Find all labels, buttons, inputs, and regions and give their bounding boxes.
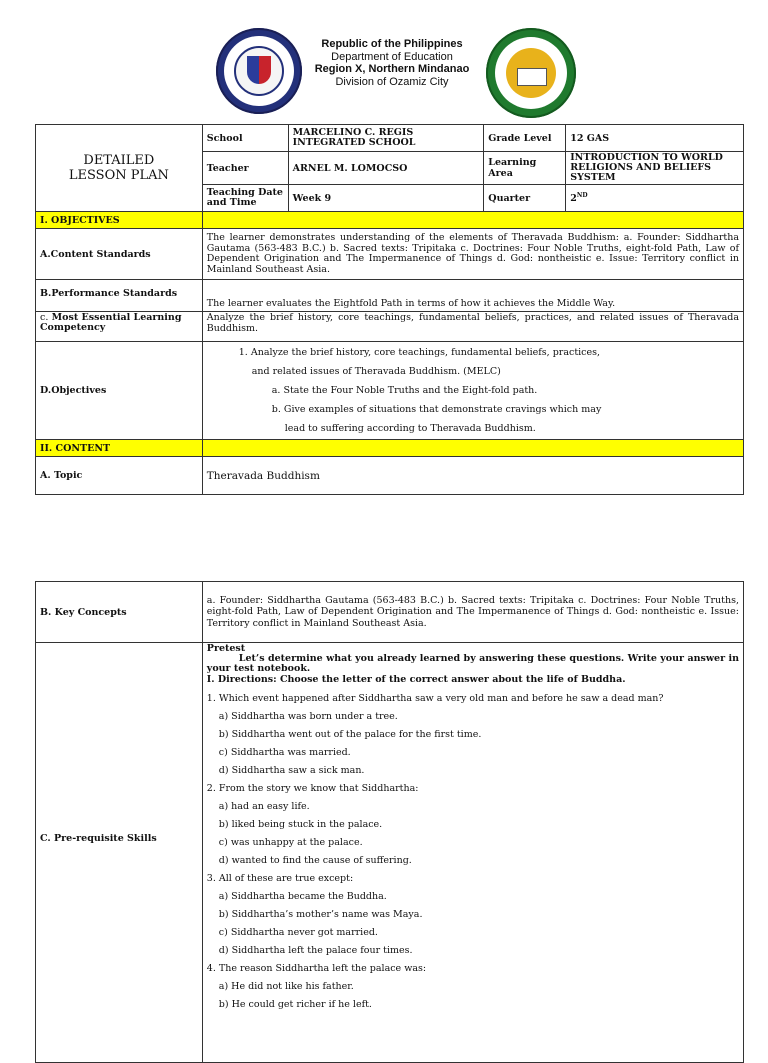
content-heading-fill (202, 440, 743, 457)
pretest-line: 3. All of these are true except: (206, 873, 354, 884)
melc-label (36, 312, 203, 342)
melc-label-text: Most Essential Learning Competency (40, 312, 182, 333)
prerequisite-skills-label: C. Pre-requisite Skills (36, 643, 203, 1063)
dlp-title-text: DETAILED LESSON PLAN (68, 153, 169, 183)
pretest-line: c) was unhappy at the palace. (218, 837, 363, 848)
date-value: Week 9 (288, 185, 484, 212)
date-label: Teaching Date and Time (202, 185, 288, 212)
d-objectives-label: D.Objectives (36, 342, 203, 440)
area-label: Learning Area (484, 152, 566, 185)
quarter-label: Quarter (484, 185, 566, 212)
pretest-line: d) Siddhartha saw a sick man. (218, 765, 365, 776)
teacher-value: ARNEL M. LOMOCSO (288, 152, 484, 185)
deped-seal-logo (216, 28, 302, 114)
header-department: Department of Education (331, 50, 453, 63)
d-objectives-body (202, 342, 743, 440)
performance-standards-text: The learner evaluates the Eightfold Path in terms of how it achieves the Middle Way. (202, 280, 743, 312)
school-seal-logo (486, 28, 576, 118)
header-text-block (306, 38, 478, 88)
pretest-line: d) wanted to find the cause of suffering. (218, 855, 412, 866)
key-concepts-label: B. Key Concepts (36, 582, 203, 643)
key-concepts-text: a. Founder: Siddhartha Gautama (563-483 B.C.) b. Sacred texts: Tripitaka c. Doctrines: Four Noble Truths, eight-fold Path, Law of Dependent Origination and The Impermanence of Things d. God: nontheistic e. Issue: Territory conflict in Mainland Southeast Asia. (202, 582, 743, 643)
pretest-line: c) Siddhartha never got married. (218, 927, 378, 938)
header-region: Region X, Northern Mindanao (314, 63, 470, 75)
objective-line-4: b. Give examples of situations that demonstrate cravings which may (271, 404, 602, 415)
pretest-line: b) Siddhartha went out of the palace for the first time. (218, 729, 482, 740)
objective-line-1: 1. Analyze the brief history, core teachings, fundamental beliefs, practices, (238, 347, 601, 358)
grade-value: 12 GAS (566, 125, 744, 152)
melc-prefix: c. (40, 312, 49, 323)
pretest-line: 4. The reason Siddhartha left the palace was: (206, 963, 427, 974)
objectives-heading-fill (202, 212, 743, 229)
pretest-directions: I. Directions: Choose the letter of the correct answer about the life of Buddha. (206, 674, 626, 685)
pretest-line: a) Siddhartha was born under a tree. (218, 711, 398, 722)
topic-label: A. Topic (36, 457, 203, 495)
content-heading: II. CONTENT (36, 440, 203, 457)
quarter-suffix: ND (576, 191, 588, 199)
pretest-intro: Let’s determine what you already learned by answering these questions. Write your answer in your test notebook. (206, 653, 739, 674)
document-header (0, 0, 768, 122)
pretest-body (202, 643, 743, 1063)
area-value: INTRODUCTION TO WORLD RELIGIONS AND BELIEFS SYSTEM (566, 152, 744, 185)
performance-standards-label: B.Performance Standards (36, 280, 203, 312)
topic-text: Theravada Buddhism (202, 457, 743, 495)
pretest-line: a) had an easy life. (218, 801, 310, 812)
objective-line-3: a. State the Four Noble Truths and the Eight-fold path. (271, 385, 538, 396)
dlp-title (36, 125, 203, 212)
lesson-plan-table-part2 (35, 581, 744, 1063)
header-division: Division of Ozamiz City (335, 75, 449, 88)
quarter-value (566, 185, 744, 212)
objective-line-2: and related issues of Theravada Buddhism. (MELC) (251, 366, 501, 377)
teacher-label: Teacher (202, 152, 288, 185)
quarter-number: 2 (570, 193, 577, 205)
pretest-line: a) He did not like his father. (218, 981, 354, 992)
header-republic: Republic of the Philippines (321, 38, 463, 50)
content-standards-text: The learner demonstrates understanding of the elements of Theravada Buddhism: a. Founder: Siddhartha Gautama (563-483 B.C.) b. Sacred texts: Tripitaka c. Doctrines: Four Noble Truths, eight-fold Path, Law of Dependent Origination and The Impermanence of Things d. God: nontheistic e. Issue: Territory conflict in Mainland Southeast Asia. (202, 229, 743, 280)
pretest-line: 1. Which event happened after Siddhartha saw a very old man and before he saw a dead man? (206, 693, 664, 704)
pretest-line: b) Siddhartha’s mother’s name was Maya. (218, 909, 423, 920)
lesson-plan-table-part1 (35, 124, 744, 495)
objective-line-5: lead to suffering according to Theravada Buddhism. (284, 423, 536, 434)
pretest-line: d) Siddhartha left the palace four times. (218, 945, 413, 956)
pretest-line: 2. From the story we know that Siddhartha: (206, 783, 419, 794)
pretest-title: Pretest (206, 643, 246, 654)
objectives-heading: I. OBJECTIVES (36, 212, 203, 229)
pretest-line: b) liked being stuck in the palace. (218, 819, 383, 830)
pretest-line: c) Siddhartha was married. (218, 747, 351, 758)
pretest-line: b) He could get richer if he left. (218, 999, 372, 1010)
school-label: School (202, 125, 288, 152)
school-value: MARCELINO C. REGIS INTEGRATED SCHOOL (288, 125, 484, 152)
pretest-line: a) Siddhartha became the Buddha. (218, 891, 387, 902)
content-standards-label: A.Content Standards (36, 229, 203, 280)
grade-label: Grade Level (484, 125, 566, 152)
melc-text: Analyze the brief history, core teachings, fundamental beliefs, practices, and related issues of Theravada Buddhism. (202, 312, 743, 342)
